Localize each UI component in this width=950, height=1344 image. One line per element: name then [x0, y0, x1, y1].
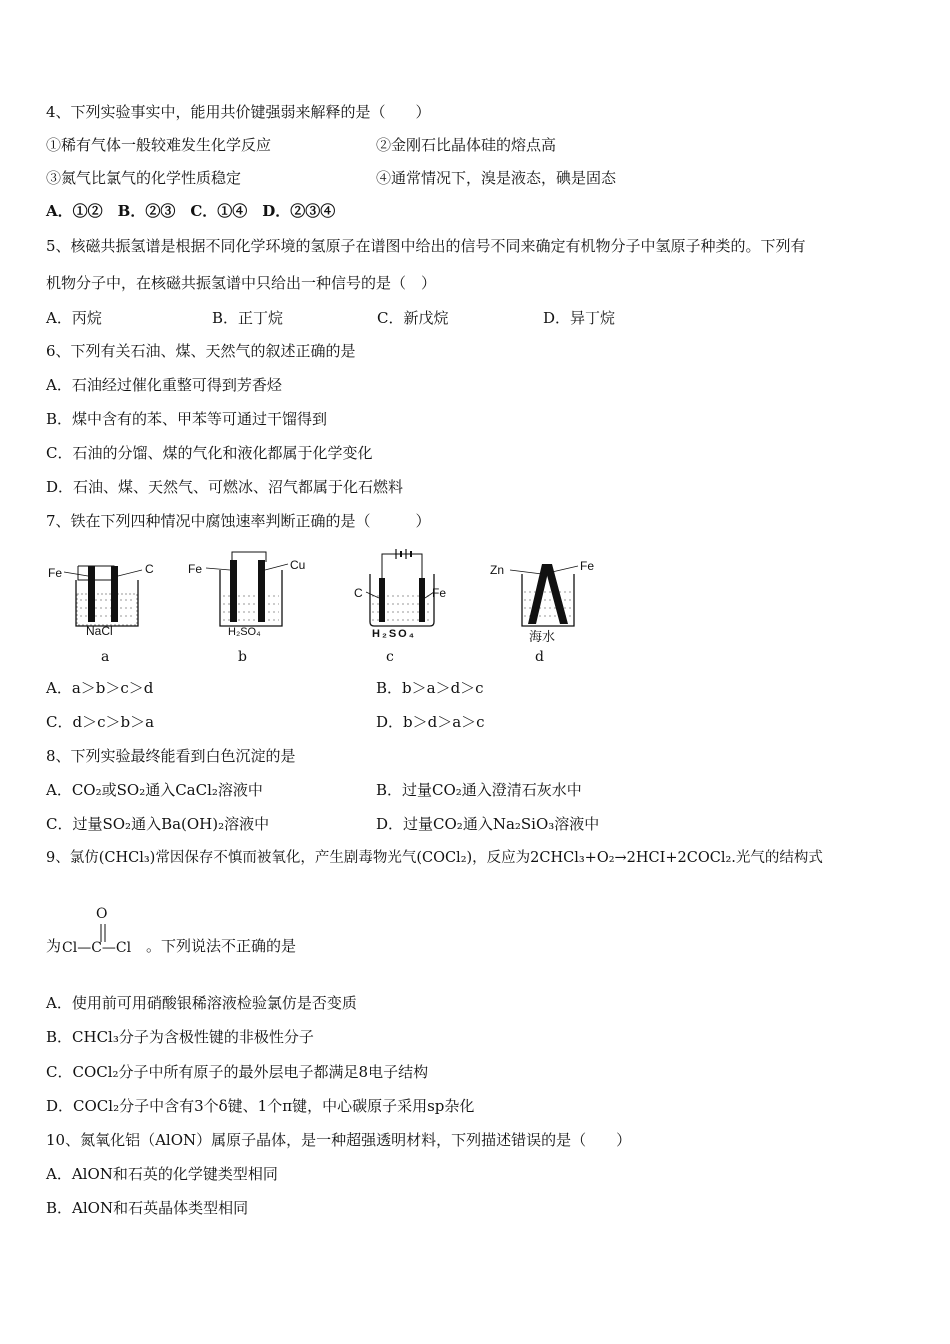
q5-stem-line2: 机物分子中，在核磁共振氢谱中只给出一种信号的是（ ）: [46, 274, 437, 292]
q7-fig-a-left-electrode: Fe: [48, 566, 63, 580]
q7-option-b: B．b＞a＞d＞c: [376, 679, 484, 697]
q5-option-d: D．异丁烷: [543, 309, 616, 327]
q6-option-d: D．石油、煤、天然气、可燃冰、沼气都属于化石燃料: [46, 478, 404, 496]
q10-stem: 10、氮氧化铝（AlON）属原子晶体，是一种超强透明材料，下列描述错误的是（ ）: [46, 1131, 632, 1149]
q9-stem-prefix: 为: [46, 937, 62, 955]
q8-option-c: C．过量SO₂通入Ba(OH)₂溶液中: [46, 815, 270, 833]
phosgene-oxygen: O: [96, 906, 108, 922]
q7-fig-b-solution: H₂SO₄: [228, 626, 261, 638]
q7-fig-b-label: b: [238, 649, 247, 665]
q7-fig-a-label: a: [101, 649, 110, 665]
q7-fig-b-right-electrode: Cu: [290, 558, 306, 572]
q7-fig-a-right-electrode: C: [145, 562, 154, 576]
q7-option-a: A．a＞b＞c＞d: [46, 679, 154, 697]
q10-option-b: B．AlON和石英晶体类型相同: [46, 1199, 249, 1217]
q6-stem: 6、下列有关石油、煤、天然气的叙述正确的是: [46, 342, 356, 360]
q8-option-b: B．过量CO₂通入澄清石灰水中: [376, 781, 582, 799]
q7-stem: 7、铁在下列四种情况中腐蚀速率判断正确的是（ ）: [46, 512, 431, 530]
q7-figure-c: [348, 544, 468, 659]
q6-option-b: B．煤中含有的苯、甲苯等可通过干馏得到: [46, 410, 328, 428]
q4-options: A．①② B．②③ C．①④ D．②③④: [46, 202, 336, 220]
q9-stem-line1: 9、氯仿(CHCl₃)常因保存不慎而被氧化，产生剧毒物光气(COCl₂)，反应为2CHCl₃+O₂→2HCI+2COCl₂.光气的结构式: [46, 850, 823, 866]
q6-option-c: C．石油的分馏、煤的气化和液化都属于化学变化: [46, 444, 373, 462]
q7-option-c: C．d＞c＞b＞a: [46, 713, 155, 731]
q7-fig-c-solution: H₂SO₄: [372, 628, 416, 640]
q4-item-1: ①稀有气体一般较难发生化学反应: [46, 136, 272, 154]
q7-fig-d-solution: 海水: [529, 629, 556, 644]
q9-option-c: C．COCl₂分子中所有原子的最外层电子都满足8电子结构: [46, 1063, 429, 1081]
q5-option-b: B．正丁烷: [212, 309, 284, 327]
q7-option-d: D．b＞d＞a＞c: [376, 713, 485, 731]
q9-option-d: D．COCl₂分子中含有3个δ键、1个π键，中心碳原子采用sp杂化: [46, 1097, 475, 1115]
q5-option-a: A．丙烷: [46, 309, 102, 327]
q7-fig-d-label: d: [535, 649, 544, 665]
q5-option-c: C．新戊烷: [377, 309, 449, 327]
q7-fig-b-left-electrode: Fe: [188, 562, 203, 576]
q10-option-a: A．AlON和石英的化学键类型相同: [46, 1165, 278, 1183]
q9-stem-suffix: 。下列说法不正确的是: [146, 937, 297, 955]
q7-fig-d-left-electrode: Zn: [490, 563, 505, 577]
q7-fig-d-right-electrode: Fe: [580, 559, 595, 573]
q9-option-a: A．使用前可用硝酸银稀溶液检验氯仿是否变质: [46, 994, 357, 1012]
q9-option-b: B．CHCl₃分子为含极性键的非极性分子: [46, 1028, 314, 1046]
q7-fig-c-left-electrode: C: [354, 586, 363, 600]
q6-option-a: A．石油经过催化重整可得到芳香烃: [46, 376, 282, 394]
q8-option-a: A．CO₂或SO₂通入CaCl₂溶液中: [46, 781, 263, 799]
phosgene-structure: [62, 906, 152, 966]
q4-stem: 4、下列实验事实中，能用共价键强弱来解释的是（ ）: [46, 103, 431, 121]
q8-stem: 8、下列实验最终能看到白色沉淀的是: [46, 747, 296, 765]
q4-item-2: ②金刚石比晶体硅的熔点高: [376, 136, 557, 154]
q5-stem-line1: 5、核磁共振氢谱是根据不同化学环境的氢原子在谱图中给出的信号不同来确定有机物分子中氢原子种类的。下列有: [46, 237, 806, 255]
q8-option-d: D．过量CO₂通入Na₂SiO₃溶液中: [376, 815, 600, 833]
q7-fig-c-right-electrode: Fe: [432, 586, 447, 600]
q4-item-3: ③氮气比氯气的化学性质稳定: [46, 169, 242, 187]
q4-item-4: ④通常情况下，溴是液态，碘是固态: [376, 169, 617, 187]
phosgene-chain: Cl—C—Cl: [62, 940, 132, 956]
q7-fig-c-label: c: [386, 649, 394, 665]
q7-fig-a-solution: NaCl: [86, 624, 113, 638]
